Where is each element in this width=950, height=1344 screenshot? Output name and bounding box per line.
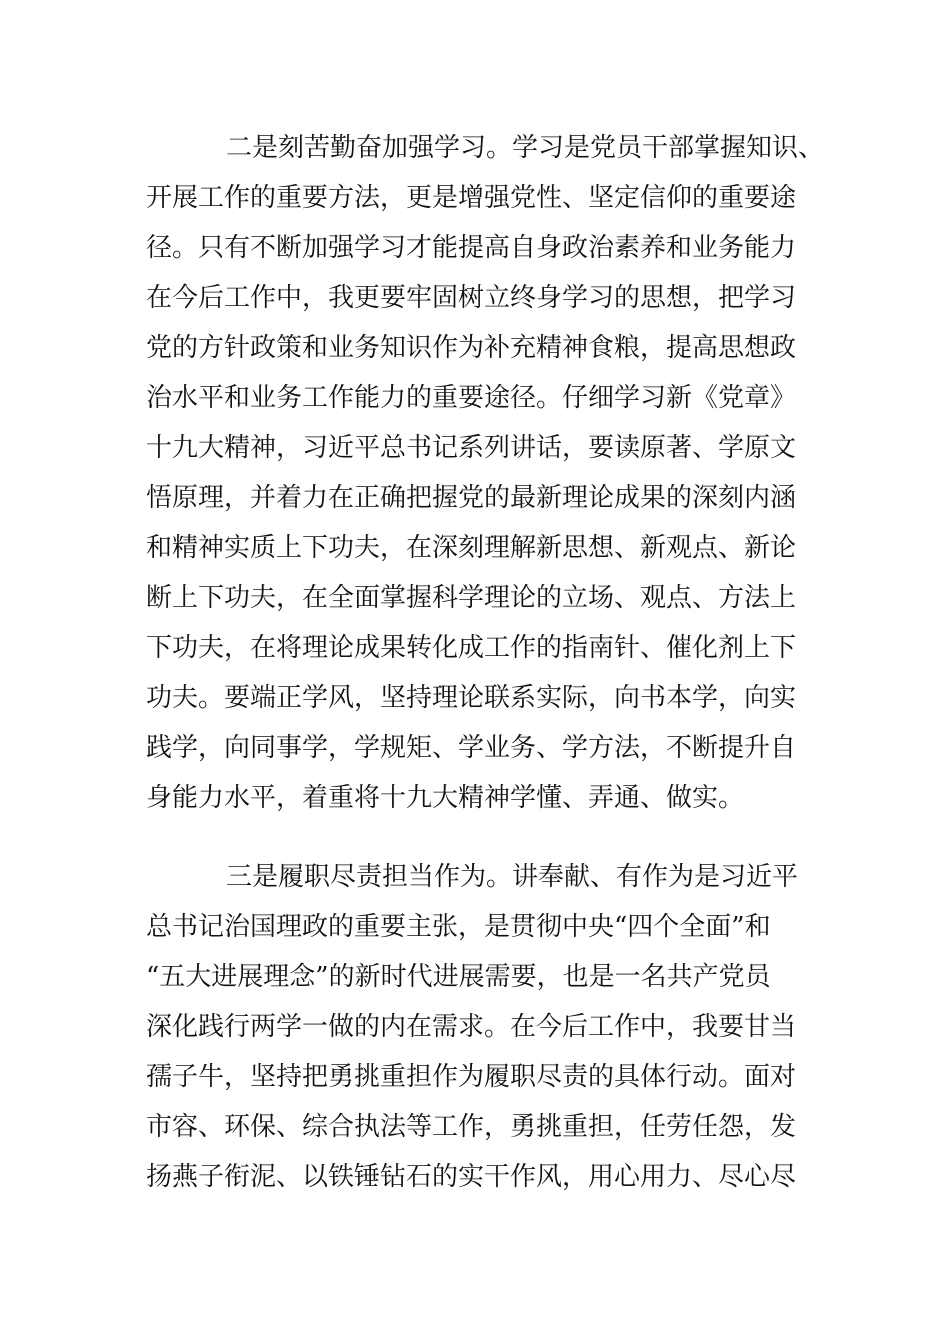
paragraph-line: 践学，向同事学，学规矩、学业务、学方法，不断提升自 <box>146 733 797 763</box>
paragraph-line: 断上下功夫，在全面掌握科学理论的立场、观点、方法上 <box>146 583 797 613</box>
paragraph-line: 党的方针政策和业务知识作为补充精神食粮，提高思想政 <box>146 333 797 363</box>
paragraph-line: 径。只有不断加强学习才能提高自身政治素养和业务能力 <box>146 233 797 263</box>
paragraph-line: 市容、环保、综合执法等工作，勇挑重担，任劳任怨，发 <box>146 1112 797 1142</box>
paragraph-line: 扬燕子衔泥、以铁锤钻石的实干作风，用心用力、尽心尽 <box>146 1162 797 1192</box>
paragraph-line: 身能力水平，着重将十九大精神学懂、弄通、做实。 <box>146 783 745 813</box>
paragraph-line: 和精神实质上下功夫，在深刻理解新思想、新观点、新论 <box>146 533 797 563</box>
paragraph-line: “五大进展理念”的新时代进展需要，也是一名共产党员 <box>146 962 771 992</box>
paragraph-line: 二是刻苦勤奋加强学习。学习是党员干部掌握知识、 <box>226 133 825 163</box>
paragraph-line: 十九大精神，习近平总书记系列讲话，要读原著、学原文 <box>146 433 797 463</box>
paragraph-line: 悟原理，并着力在正确把握党的最新理论成果的深刻内涵 <box>146 483 797 513</box>
paragraph-line: 三是履职尽责担当作为。讲奉献、有作为是习近平 <box>226 862 799 892</box>
paragraph-line: 深化践行两学一做的内在需求。在今后工作中，我要甘当 <box>146 1012 797 1042</box>
paragraph-duty <box>146 852 816 1202</box>
paragraph-study <box>146 123 825 823</box>
paragraph-line: 功夫。要端正学风，坚持理论联系实际，向书本学，向实 <box>146 683 797 713</box>
paragraph-line: 在今后工作中，我更要牢固树立终身学习的思想，把学习 <box>146 283 797 313</box>
paragraph-line: 总书记治国理政的重要主张，是贯彻中央“四个全面”和 <box>146 912 771 942</box>
paragraph-line: 治水平和业务工作能力的重要途径。仔细学习新《党章》 <box>146 383 797 413</box>
paragraph-line: 下功夫，在将理论成果转化成工作的指南针、催化剂上下 <box>146 633 797 663</box>
paragraph-line: 孺子牛，坚持把勇挑重担作为履职尽责的具体行动。面对 <box>146 1062 797 1092</box>
paragraph-line: 开展工作的重要方法，更是增强党性、坚定信仰的重要途 <box>146 183 797 213</box>
